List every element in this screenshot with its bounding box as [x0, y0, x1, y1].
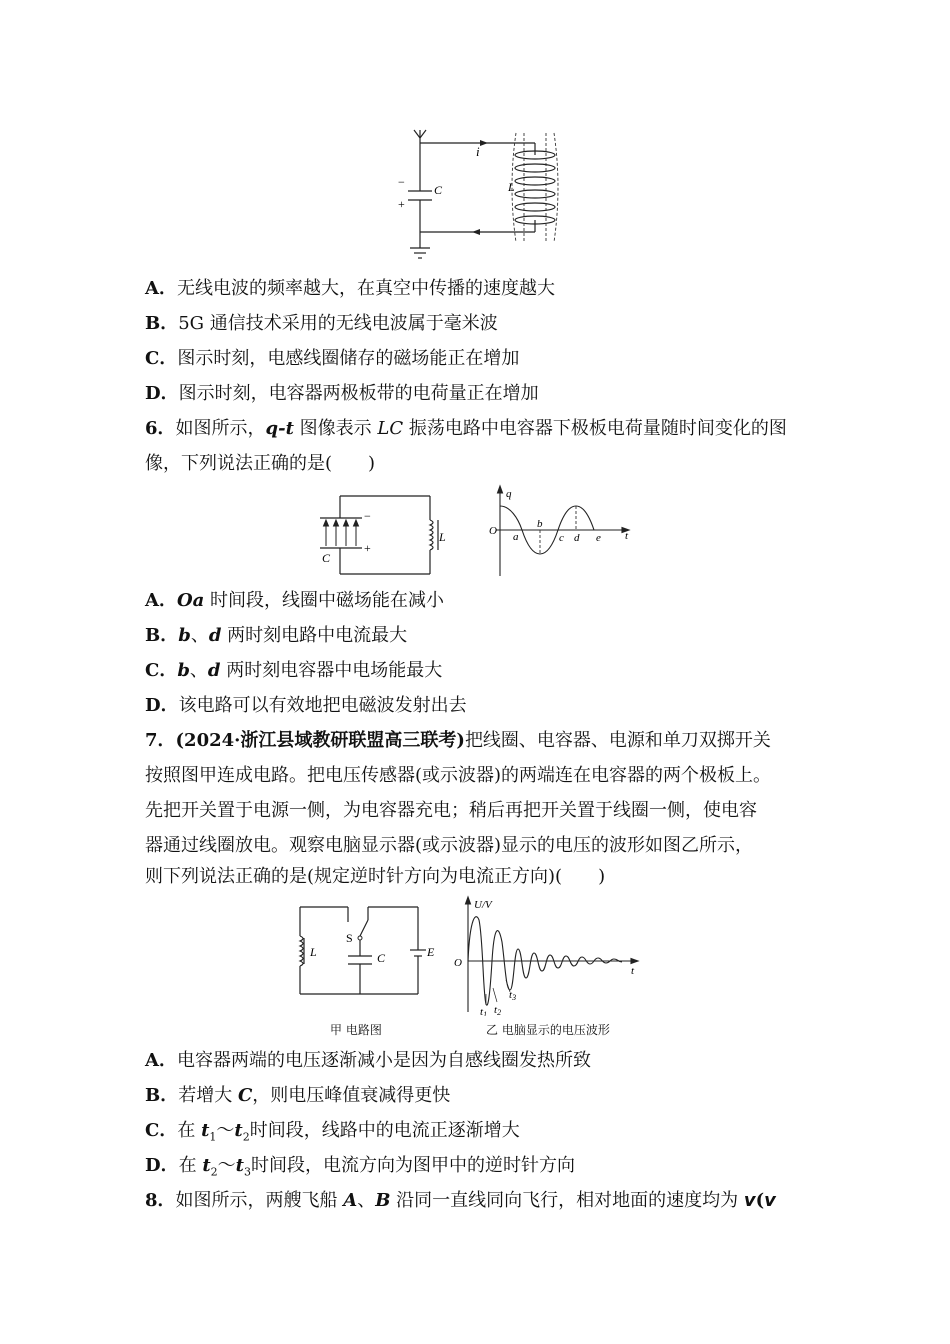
figure-caption-circuit: 甲 电路图	[330, 1023, 382, 1037]
plus-sign: +	[398, 197, 405, 211]
capacitor-label: C	[434, 183, 443, 197]
origin-label: O	[489, 525, 497, 537]
q6-lc-circuit	[312, 490, 452, 580]
q6-plus-sign: +	[364, 541, 371, 555]
q7-switch-circuit	[290, 900, 440, 1000]
q7-option-d: D．在 $t_2\sim t_3$时间段，电流方向为图甲中的逆时针方向	[145, 1155, 575, 1179]
q7-voltage-waveform	[452, 894, 644, 1016]
q6-stem-line1: 6．如图所示，q-t 图像表示 LC 振荡电路中电容器下极板电荷量随时间变化的图	[145, 418, 787, 439]
t-axis-label: t	[625, 530, 629, 542]
q5-option-a: A．无线电波的频率越大，在真空中传播的速度越大	[145, 278, 555, 299]
q7-origin-label: O	[454, 957, 462, 969]
t3-label: t3	[509, 989, 517, 1002]
point-b-label: b	[537, 518, 543, 530]
q6-option-a: A．Oa 时间段，线圈中磁场能在减小	[145, 590, 445, 611]
t2-label: t2	[494, 1004, 502, 1016]
q7-option-c: C．在 $t_1\sim t_2$时间段，线路中的电流正逐渐增大	[145, 1120, 520, 1144]
q7-capacitor-label: C	[377, 951, 386, 965]
q7-source-label: E	[427, 945, 435, 959]
q6-option-d: D．该电路可以有效地把电磁波发射出去	[145, 695, 467, 716]
q7-option-a: A．电容器两端的电压逐渐减小是因为自感线圈发热所致	[145, 1050, 591, 1071]
q7-stem-line5: 则下列说法正确的是(规定逆时针方向为电流正方向)( )	[145, 866, 606, 887]
q7-inductor-label: L	[310, 945, 317, 959]
q7-stem-line1: 7．(2024·浙江县域教研联盟高三联考)把线圈、电容器、电源和单刀双掷开关	[145, 730, 771, 751]
point-e-label: e	[596, 532, 601, 544]
q6-capacitor-label: C	[322, 551, 331, 565]
point-c-label: c	[559, 532, 564, 544]
q6-option-c: C．b、d 两时刻电容器中电场能最大	[145, 660, 443, 681]
figure-caption-waveform: 乙 电脑显示的电压波形	[486, 1023, 610, 1037]
q-axis-label: q	[506, 488, 512, 500]
q7-switch-label: S	[346, 931, 353, 945]
figure-lc-antenna-circuit	[390, 125, 570, 265]
q7-stem-line2: 按照图甲连成电路。把电压传感器(或示波器)的两端连在电容器的两个极板上。	[145, 765, 772, 786]
inductor-label: L	[508, 180, 515, 194]
q6-q-t-graph	[486, 484, 636, 579]
t1-label: t1	[480, 1006, 488, 1016]
q6-minus-sign: −	[364, 509, 371, 523]
q7-option-b: B．若增大 C，则电压峰值衰减得更快	[145, 1085, 451, 1106]
q5-option-b: B．5G 通信技术采用的无线电波属于毫米波	[145, 313, 498, 334]
current-label: i	[476, 144, 480, 159]
q6-stem-line2: 像，下列说法正确的是( )	[145, 453, 376, 474]
q5-option-c: C．图示时刻，电感线圈储存的磁场能正在增加	[145, 348, 520, 369]
q7-stem-line3: 先把开关置于电源一侧，为电容器充电；稍后再把开关置于线圈一侧，使电容	[145, 800, 757, 821]
q7-stem-line4: 器通过线圈放电。观察电脑显示器(或示波器)显示的电压的波形如图乙所示，	[145, 835, 754, 856]
q6-inductor-label: L	[439, 530, 446, 544]
q8-stem-line1: 8．如图所示，两艘飞船 A、B 沿同一直线同向飞行，相对地面的速度均为 v(v	[145, 1190, 776, 1211]
q7-time-axis-label: t	[631, 965, 635, 977]
point-a-label: a	[513, 531, 519, 543]
point-d-label: d	[574, 532, 580, 544]
q5-option-d: D．图示时刻，电容器两极板带的电荷量正在增加	[145, 383, 539, 404]
minus-sign: −	[398, 175, 405, 189]
q6-option-b: B．b、d 两时刻电路中电流最大	[145, 625, 408, 646]
voltage-axis-label: U/V	[474, 899, 492, 911]
